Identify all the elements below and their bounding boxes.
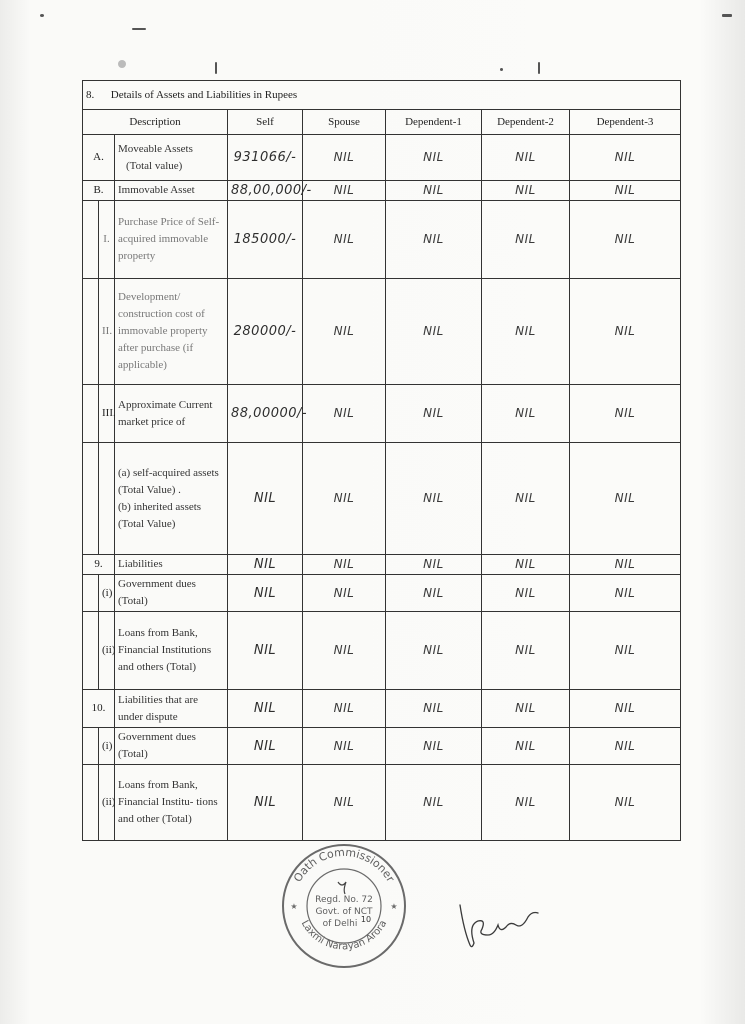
value-self: NIL bbox=[228, 555, 303, 575]
value-dependent-3: NIL bbox=[570, 690, 681, 728]
value-dependent-2: NIL bbox=[482, 612, 570, 690]
row-letter: B. bbox=[83, 181, 115, 201]
value-dependent-2: NIL bbox=[482, 135, 570, 181]
row-label: Liabilities bbox=[115, 555, 228, 575]
value-dependent-2: NIL bbox=[482, 575, 570, 612]
row-label: Government dues (Total) bbox=[115, 728, 228, 765]
value-dependent-2: NIL bbox=[482, 690, 570, 728]
row-number: 9. bbox=[83, 555, 115, 575]
value-dependent-2: NIL bbox=[482, 385, 570, 443]
value-dependent-2: NIL bbox=[482, 728, 570, 765]
section-title: Details of Assets and Liabilities in Rupees bbox=[110, 88, 298, 101]
table-row bbox=[83, 181, 681, 201]
value-spouse: NIL bbox=[303, 201, 386, 279]
value-self: NIL bbox=[228, 690, 303, 728]
table-row bbox=[83, 612, 681, 690]
value-dependent-3: NIL bbox=[570, 443, 681, 555]
value-dependent-3: NIL bbox=[570, 181, 681, 201]
section-number: 8. bbox=[86, 88, 95, 101]
value-spouse: NIL bbox=[303, 765, 386, 841]
section-title-row bbox=[83, 81, 681, 110]
header-spouse: Spouse bbox=[303, 110, 386, 135]
value-dependent-1: NIL bbox=[386, 443, 482, 555]
header-self: Self bbox=[228, 110, 303, 135]
value-dependent-3: NIL bbox=[570, 728, 681, 765]
scan-speck bbox=[538, 62, 540, 74]
row-sublabel: (Total value) bbox=[126, 159, 183, 172]
row-number: (i) bbox=[99, 728, 115, 765]
value-spouse: NIL bbox=[303, 575, 386, 612]
assets-liabilities-table bbox=[82, 80, 681, 841]
seal-line-3: of Delhi bbox=[322, 919, 358, 929]
value-dependent-1: NIL bbox=[386, 612, 482, 690]
value-self: 185000/- bbox=[228, 201, 303, 279]
table-row bbox=[83, 279, 681, 385]
value-dependent-3: NIL bbox=[570, 765, 681, 841]
table-row bbox=[83, 728, 681, 765]
svg-text:Oath Commissioner bbox=[291, 846, 397, 885]
value-dependent-1: NIL bbox=[386, 575, 482, 612]
header-description: Description bbox=[83, 110, 228, 135]
seal-top-text: Oath Commissioner bbox=[291, 845, 398, 885]
value-dependent-1: NIL bbox=[386, 555, 482, 575]
table-row bbox=[83, 690, 681, 728]
scan-speck bbox=[722, 14, 732, 17]
value-spouse: NIL bbox=[303, 181, 386, 201]
value-dependent-3: NIL bbox=[570, 612, 681, 690]
value-spouse: NIL bbox=[303, 385, 386, 443]
value-dependent-1: NIL bbox=[386, 690, 482, 728]
page-number: 10 bbox=[360, 915, 372, 924]
value-self: NIL bbox=[228, 443, 303, 555]
row-number: II. bbox=[99, 279, 115, 385]
seal-line-2: Govt. of NCT bbox=[315, 907, 373, 917]
value-spouse: NIL bbox=[303, 279, 386, 385]
table-row bbox=[83, 555, 681, 575]
value-spouse: NIL bbox=[303, 135, 386, 181]
row-label: Government dues (Total) bbox=[115, 575, 228, 612]
value-dependent-2: NIL bbox=[482, 443, 570, 555]
row-number: (ii) bbox=[99, 765, 115, 841]
row-label-a: (a) self-acquired assets (Total Value) . bbox=[118, 466, 219, 496]
value-spouse: NIL bbox=[303, 612, 386, 690]
table-row bbox=[83, 443, 681, 555]
value-dependent-3: NIL bbox=[570, 135, 681, 181]
value-self: 88,00,000/- bbox=[228, 181, 303, 201]
header-dependent-2: Dependent-2 bbox=[482, 110, 570, 135]
value-dependent-3: NIL bbox=[570, 279, 681, 385]
table-row bbox=[83, 765, 681, 841]
table-row bbox=[83, 385, 681, 443]
table-row bbox=[83, 135, 681, 181]
value-self: NIL bbox=[228, 728, 303, 765]
row-label: Immovable Asset bbox=[115, 181, 228, 201]
row-label-b: (b) inherited assets (Total Value) bbox=[118, 500, 202, 530]
seal-line-1: Regd. No. 72 bbox=[315, 895, 373, 905]
value-dependent-1: NIL bbox=[386, 135, 482, 181]
scan-speck bbox=[118, 60, 126, 68]
header-dependent-1: Dependent-1 bbox=[386, 110, 482, 135]
scan-speck bbox=[40, 14, 44, 17]
value-self: NIL bbox=[228, 575, 303, 612]
scan-speck bbox=[215, 62, 217, 74]
value-spouse: NIL bbox=[303, 690, 386, 728]
row-number: 10. bbox=[83, 690, 115, 728]
value-dependent-2: NIL bbox=[482, 279, 570, 385]
row-label: Purchase Price of Self-acquired immovable property bbox=[115, 201, 228, 279]
value-self: 280000/- bbox=[228, 279, 303, 385]
header-dependent-3: Dependent-3 bbox=[570, 110, 681, 135]
row-number: III. bbox=[99, 385, 115, 443]
value-dependent-3: NIL bbox=[570, 575, 681, 612]
row-number: (i) bbox=[99, 575, 115, 612]
table-row bbox=[83, 575, 681, 612]
value-dependent-1: NIL bbox=[386, 385, 482, 443]
row-label: Development/ construction cost of immovable property after purchase (if applicable) bbox=[115, 279, 228, 385]
scan-speck bbox=[500, 68, 503, 71]
value-dependent-1: NIL bbox=[386, 728, 482, 765]
value-self: NIL bbox=[228, 765, 303, 841]
value-spouse: NIL bbox=[303, 443, 386, 555]
table-row bbox=[83, 201, 681, 279]
row-label: Approximate Current market price of bbox=[115, 385, 228, 443]
value-dependent-1: NIL bbox=[386, 201, 482, 279]
value-dependent-1: NIL bbox=[386, 279, 482, 385]
value-dependent-3: NIL bbox=[570, 555, 681, 575]
value-self: 88,00000/- bbox=[228, 385, 303, 443]
row-label: Moveable Assets bbox=[118, 142, 193, 155]
value-spouse: NIL bbox=[303, 555, 386, 575]
oath-commissioner-seal bbox=[280, 842, 408, 970]
row-number: I. bbox=[99, 201, 115, 279]
row-number: (ii) bbox=[99, 612, 115, 690]
scan-speck bbox=[132, 28, 146, 30]
value-dependent-3: NIL bbox=[570, 201, 681, 279]
handwritten-signature bbox=[450, 885, 545, 955]
seal-initials-mark bbox=[338, 882, 346, 894]
value-dependent-3: NIL bbox=[570, 385, 681, 443]
value-self: NIL bbox=[228, 612, 303, 690]
value-dependent-2: NIL bbox=[482, 555, 570, 575]
seal-star-icon: ★ bbox=[390, 902, 398, 911]
value-dependent-2: NIL bbox=[482, 765, 570, 841]
row-label: Loans from Bank, Financial Institu- tions and other (Total) bbox=[115, 765, 228, 841]
seal-bottom-text: Laxmi Narayan Arora bbox=[298, 918, 390, 953]
header-row bbox=[83, 110, 681, 135]
value-self: 931066/- bbox=[228, 135, 303, 181]
value-spouse: NIL bbox=[303, 728, 386, 765]
value-dependent-2: NIL bbox=[482, 201, 570, 279]
row-letter: A. bbox=[83, 135, 115, 181]
row-label: Loans from Bank, Financial Institutions and others (Total) bbox=[115, 612, 228, 690]
seal-star-icon: ★ bbox=[290, 902, 298, 911]
row-label: Liabilities that are under dispute bbox=[115, 690, 228, 728]
value-dependent-1: NIL bbox=[386, 765, 482, 841]
value-dependent-1: NIL bbox=[386, 181, 482, 201]
value-dependent-2: NIL bbox=[482, 181, 570, 201]
